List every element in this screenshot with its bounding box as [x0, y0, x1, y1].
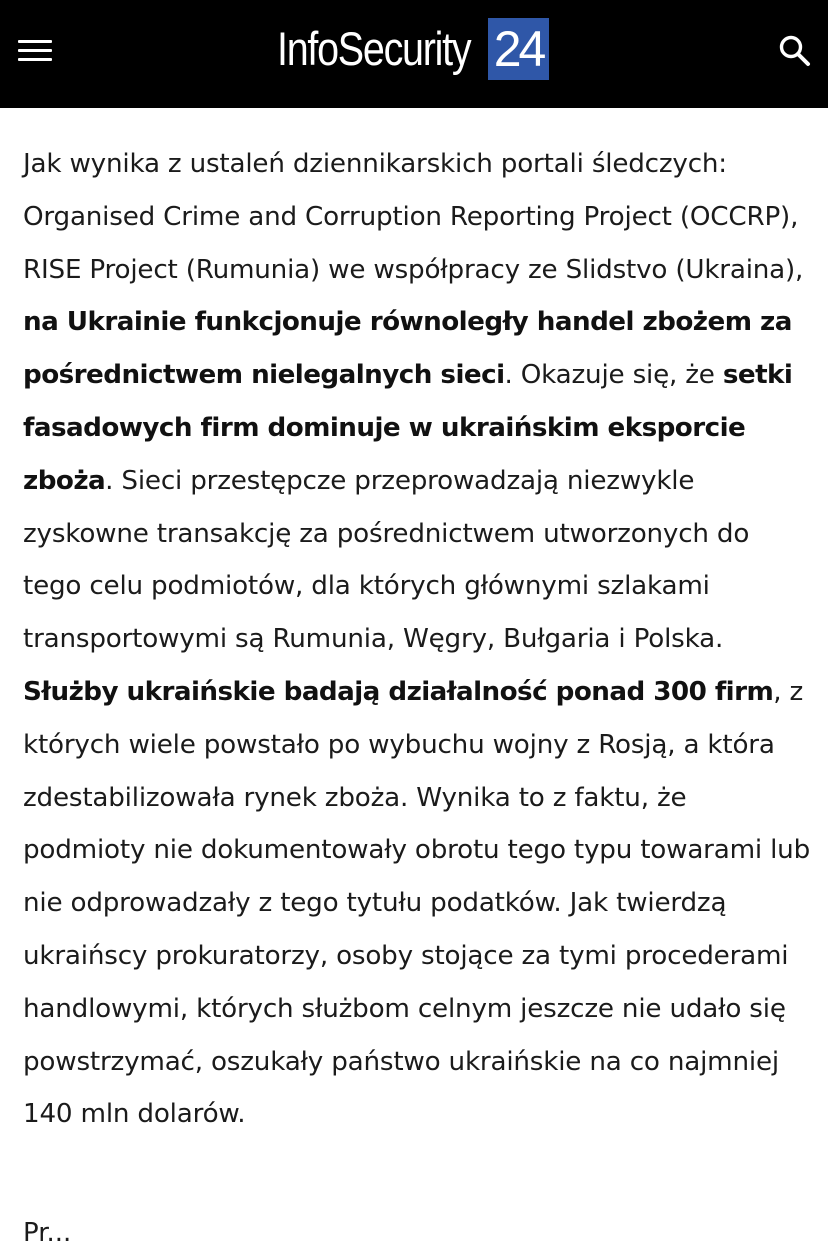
search-icon[interactable]	[778, 34, 812, 68]
top-header	[0, 0, 828, 108]
hamburger-menu-icon[interactable]	[18, 38, 52, 64]
article-text: , z których wiele powstało po wybuchu wojny z Rosją, a która zdestabilizowała rynek zboża. Wynika to z faktu, że podmioty nie dokumentowały obrotu tego typu towarami lub nie odprowadzały z tego tytułu podatków. Jak twierdzą ukraińscy prokuratorzy, osoby stojące za tymi procederami handlowymi, których służbom celnym jeszcze nie udało się powstrzymać, oszukały państwo ukraińskie na co najmniej 140 mln dolarów.	[23, 676, 810, 1130]
article-text-bold: Służby ukraińskie badają działalność ponad 300 firm	[23, 676, 774, 707]
logo-badge: 24	[488, 18, 549, 80]
next-paragraph-partial: Pr...	[23, 1218, 72, 1248]
article-text: . Sieci przestępcze przeprowadzają niezwykle zyskowne transakcję za pośrednictwem utworzonych do tego celu podmiotów, dla których głównymi szlakami transportowymi są Rumunia, Węgry, Bułgaria i Polska.	[23, 465, 750, 655]
article-body	[23, 138, 813, 1141]
menu-bar	[18, 58, 52, 61]
article-text-bold: setki fasadowych firm dominuje w ukraińskim eksporcie zboża	[23, 360, 793, 496]
article-text: Jak wynika z ustaleń dziennikarskich portali śledczych: Organised Crime and Corruption Reporting Project (OCCRP), RISE Project (Rumunia) we współpracy ze Slidstvo (Ukraina),	[23, 149, 804, 285]
logo-text: InfoSecurity	[277, 22, 471, 75]
site-logo[interactable]	[277, 18, 544, 80]
search-icon-svg	[778, 34, 812, 68]
menu-bar	[18, 40, 52, 43]
article-text: . Okazuje się, że	[504, 360, 723, 391]
menu-bar	[18, 49, 52, 52]
article-text-bold: na Ukrainie funkcjonuje równoległy handel zbożem za pośrednictwem nielegalnych sieci	[23, 307, 792, 391]
